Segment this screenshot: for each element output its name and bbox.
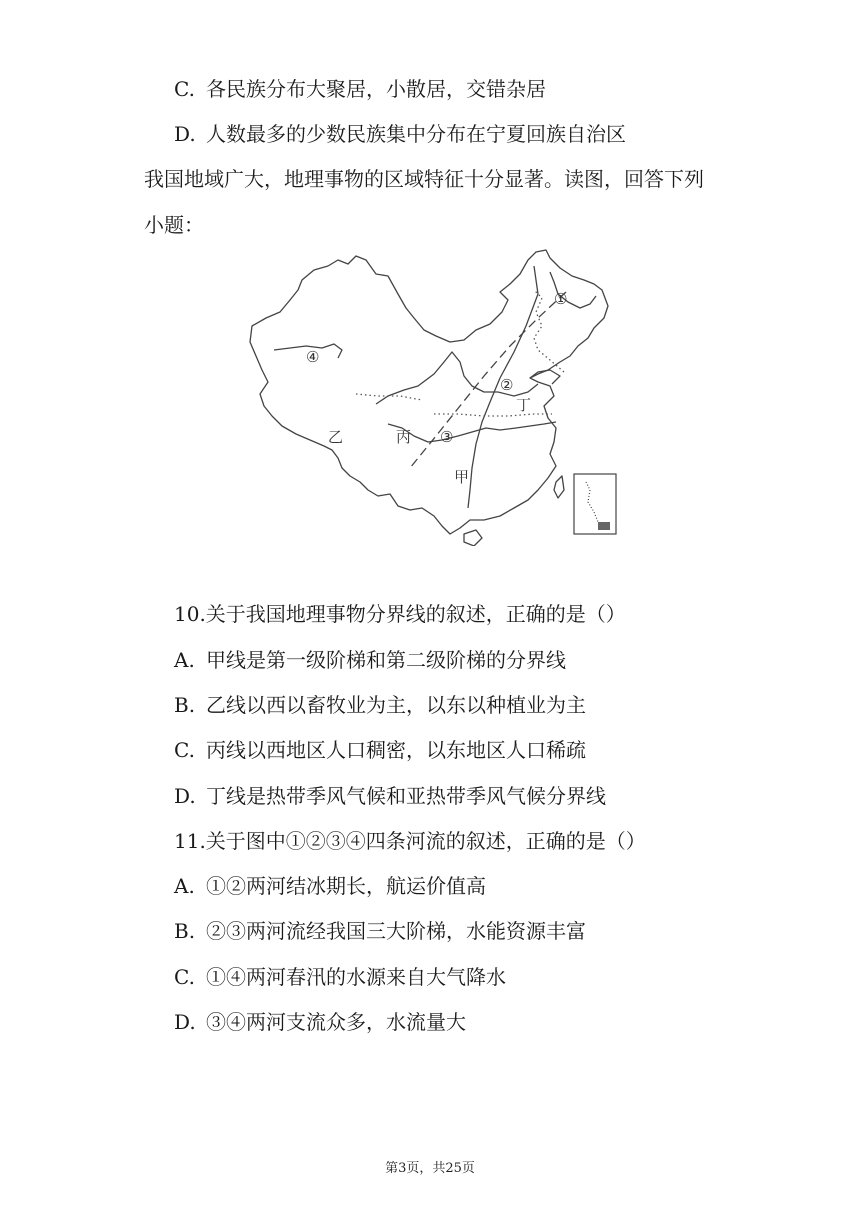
q11-option-a [174,873,486,899]
option-c-prev [174,76,546,102]
option-letter: C. [174,77,195,101]
label-river-2: ② [500,376,514,394]
q10-option-b [174,692,586,718]
option-text: 丙线以西地区人口稠密，以东地区人口稀疏 [206,738,586,762]
option-letter: A. [174,648,195,672]
china-map-figure [238,246,628,546]
q11-option-b [174,918,586,944]
label-river-1: ① [554,290,568,308]
question-11-stem: 11.关于图中①②③④四条河流的叙述，正确的是（） [174,829,646,853]
hainan-island [464,530,482,546]
yangtze-river [388,422,556,442]
label-ding: 丁 [516,396,532,414]
ding-line-west [356,394,422,400]
q10-option-d [174,783,606,809]
option-text: 人数最多的少数民族集中分布在宁夏回族自治区 [206,122,626,146]
option-d-prev [174,121,626,147]
question-10-stem: 10.关于我国地理事物分界线的叙述，正确的是（） [174,602,626,626]
label-bing: 丙 [396,428,412,446]
option-text: ③④两河支流众多，水流量大 [206,1010,466,1034]
option-letter: A. [174,874,195,898]
option-text: 丁线是热带季风气候和亚热带季风气候分界线 [206,784,606,808]
intro-line-2: 小题： [144,213,204,237]
shandong-peninsula [530,370,560,384]
label-yi: 乙 [328,428,344,446]
option-text: ①④两河春汛的水源来自大气降水 [206,965,506,989]
option-letter: B. [174,693,196,717]
label-river-3: ③ [440,428,454,446]
label-jia: 甲 [454,468,470,486]
yellow-river [376,352,538,404]
option-letter: D. [174,1010,196,1034]
option-letter: B. [174,919,196,943]
south-china-sea-inset [574,474,616,534]
taiwan-island [554,476,564,498]
page-footer: 第3页，共25页 [385,1161,475,1176]
q11-option-d [174,1009,466,1035]
option-letter: C. [174,738,195,762]
option-text: ①②两河结冰期长，航运价值高 [206,874,486,898]
label-river-4: ④ [306,348,320,366]
option-letter: C. [174,965,195,989]
option-letter: D. [174,784,196,808]
option-text: 甲线是第一级阶梯和第二级阶梯的分界线 [206,648,566,672]
option-text: 乙线以西以畜牧业为主，以东以种植业为主 [206,693,586,717]
option-letter: D. [174,122,196,146]
q10-option-c [174,737,586,763]
intro-line-1: 我国地域广大，地理事物的区域特征十分显著。读图，回答下列 [144,167,704,191]
q11-option-c [174,964,506,990]
option-text: 各民族分布大聚居，小散居，交错杂居 [206,77,546,101]
q10-option-a [174,647,566,673]
option-text: ②③两河流经我国三大阶梯，水能资源丰富 [206,919,586,943]
